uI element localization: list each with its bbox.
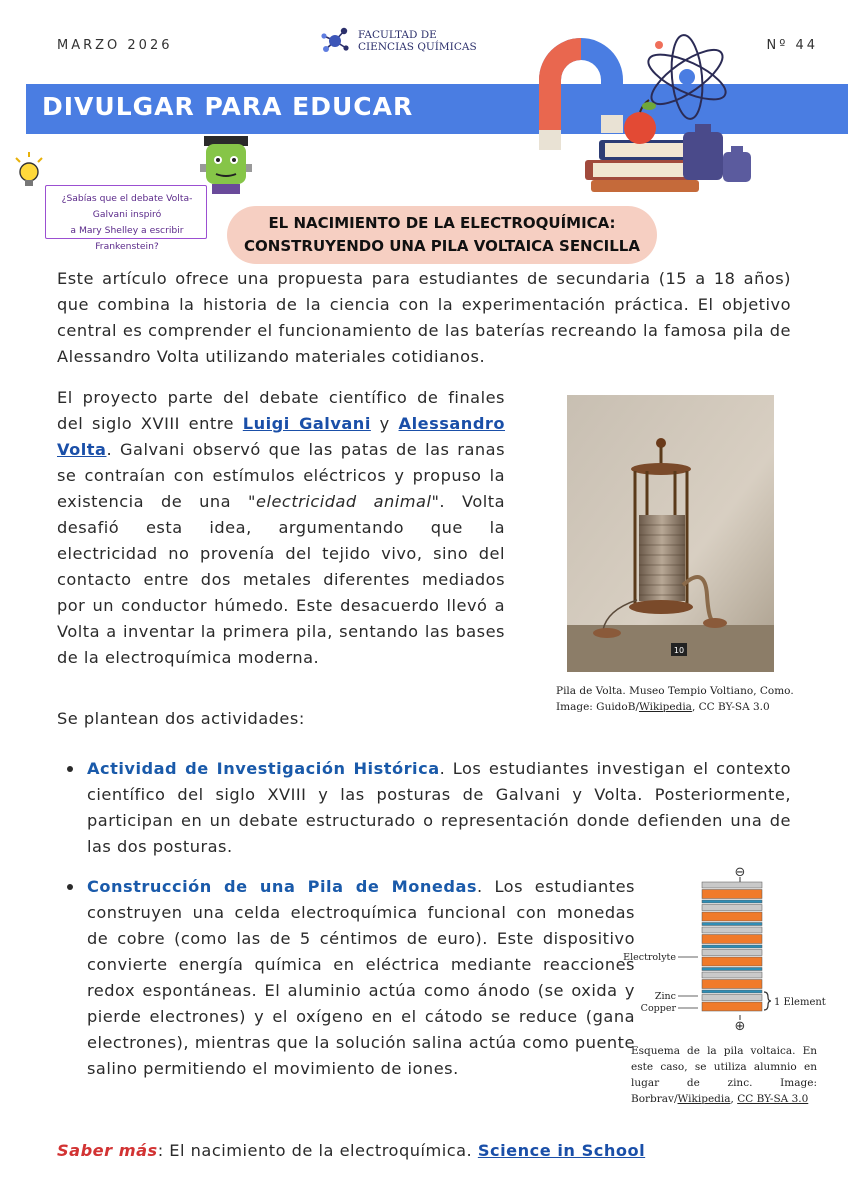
volta-pile-photo [567, 395, 774, 672]
activity-coin-battery-title: Construcción de una Pila de Monedas [87, 877, 478, 896]
pile-layer [702, 968, 762, 971]
pile-layer [702, 945, 762, 948]
photo-caption-suffix: , CC BY-SA 3.0 [691, 701, 770, 713]
fun-fact-line-1: ¿Sabías que el debate Volta-Galvani inspiró [61, 193, 193, 220]
issue-date: MARZO 2026 [57, 38, 173, 53]
fun-fact-box [45, 185, 207, 252]
diagram-caption-wikipedia-link[interactable]: Wikipedia [677, 1093, 731, 1105]
pile-layer [702, 950, 762, 956]
logo-line-2: CIENCIAS QUÍMICAS [358, 41, 477, 53]
activity-historical-title: Actividad de Investigación Histórica [87, 759, 440, 778]
positive-terminal-icon: ⊕ [734, 1019, 746, 1034]
photo-caption [556, 683, 806, 715]
article-title-line-1: EL NACIMIENTO DE LA ELECTROQUÍMICA: [268, 214, 616, 232]
footer-label: Saber más [57, 1141, 158, 1160]
pile-layer [702, 980, 762, 989]
apple-icon [624, 100, 656, 144]
bullet-dot [67, 766, 73, 772]
activities-intro: Se plantean dos actividades: [57, 709, 305, 728]
activity-coin-battery-text: . Los estudiantes construyen una celda electroquímica funcional con monedas de cobre (como las de 5 céntimos de euro). Este dispositivo convierte energía química en eléctrica mediante reacciones redox espontáneas. El aluminio actúa como ánodo (se oxida y pierde electrones) y el oxígeno en el cátodo se reduce (gana electrones), mientras que la solución salina actúa como puente salino permitiendo el movimiento de iones. [87, 877, 635, 1078]
pile-layer [702, 905, 762, 911]
label-copper: Copper [640, 1003, 676, 1014]
pile-layer [702, 995, 762, 1001]
issue-number: Nº 44 [766, 38, 818, 53]
diagram-caption-license-link[interactable]: CC BY-SA 3.0 [737, 1093, 809, 1105]
magnet-icon [539, 38, 623, 150]
photo-caption-wikipedia-link[interactable]: Wikipedia [638, 701, 692, 713]
science-illustration [515, 20, 785, 195]
label-electrolyte: Electrolyte [623, 952, 676, 963]
frankenstein-icon [196, 130, 256, 196]
history-text-1: El proyecto parte del debate científico de finales del siglo XVIII entre [57, 388, 505, 433]
footer-text: : El nacimiento de la electroquímica. [157, 1141, 478, 1160]
pile-layer [702, 900, 762, 903]
activity-historical-text: . Los estudiantes investigan el contexto científico del siglo XVIII y las posturas de Galvani y Volta. Posteriormente, participan en un debate estructurado o representación donde defienden una de las dos posturas. [87, 759, 791, 856]
pile-layer [702, 923, 762, 926]
history-paragraph [57, 385, 505, 671]
pile-layer [702, 890, 762, 899]
molecule-icon [318, 24, 352, 58]
diagram-caption-text: Esquema de la pila voltaica. En este caso, se utiliza alumnio en lugar de zinc. Image: Borbrav/ [631, 1045, 817, 1105]
history-text-2: y [370, 414, 399, 433]
article-title-line-2: CONSTRUYENDO UNA PILA VOLTAICA SENCILLA [244, 237, 640, 255]
pile-layer [702, 882, 762, 888]
pile-layer [702, 1002, 762, 1011]
faculty-logo [318, 24, 477, 58]
bullet-dot [67, 884, 73, 890]
weights-icon [683, 124, 751, 182]
activity-coin-battery [87, 874, 635, 1082]
pile-layer [702, 935, 762, 944]
pile-layer [702, 972, 762, 978]
photo-tag: 10 [673, 646, 685, 655]
history-text-4: ". Volta desafió esta idea, argumentando que la electricidad no provenía del tejido vivo, sino del contacto entre dos metales diferentes mediados por un conductor húmedo. Este desacuerdo llevó a Volta a inventar la primera pila, sentando las bases de la electroquímica moderna. [57, 492, 505, 667]
intro-paragraph: Este artículo ofrece una propuesta para estudiantes de secundaria (15 a 18 años) que combina la historia de la ciencia con la experimentación práctica. El objetivo central es comprender el funcionamiento de las baterías recreando la famosa pila de Alessandro Volta utilizando materiales cotidianos. [57, 269, 791, 366]
article-title [227, 206, 657, 264]
pile-layer [702, 912, 762, 921]
logo-line-1: FACULTAD DE [358, 29, 437, 41]
lightbulb-icon [14, 152, 44, 192]
voltaic-pile-diagram [620, 860, 830, 1035]
label-one-element: 1 Element [774, 997, 826, 1008]
pile-layer [702, 957, 762, 966]
photo-caption-prefix: Image: GuidoB/ [556, 701, 639, 713]
link-alessandro-volta[interactable]: Alessandro Volta [57, 414, 506, 459]
pile-layer [702, 990, 762, 993]
pile-layer [702, 927, 762, 933]
negative-terminal-icon: ⊖ [734, 865, 746, 880]
history-emphasis: electricidad animal [256, 492, 432, 511]
activity-historical [87, 756, 791, 860]
diagram-caption-sep: , [730, 1093, 738, 1105]
label-zinc: Zinc [654, 991, 676, 1002]
photo-caption-line-1: Pila de Volta. Museo Tempio Voltiano, Como. [556, 685, 794, 697]
link-science-in-school[interactable]: Science in School [477, 1141, 646, 1160]
history-text-3: . Galvani observó que las patas de las ranas se contraían con estímulos eléctricos y propuso la existencia de una " [57, 440, 505, 511]
banner-title: DIVULGAR PARA EDUCAR [42, 92, 414, 121]
diagram-caption [631, 1043, 817, 1107]
atom-icon [643, 34, 732, 120]
link-luigi-galvani[interactable]: Luigi Galvani [242, 414, 371, 433]
fun-fact-line-2: a Mary Shelley a escribir Frankenstein? [70, 225, 184, 252]
footer-read-more [57, 1141, 645, 1160]
